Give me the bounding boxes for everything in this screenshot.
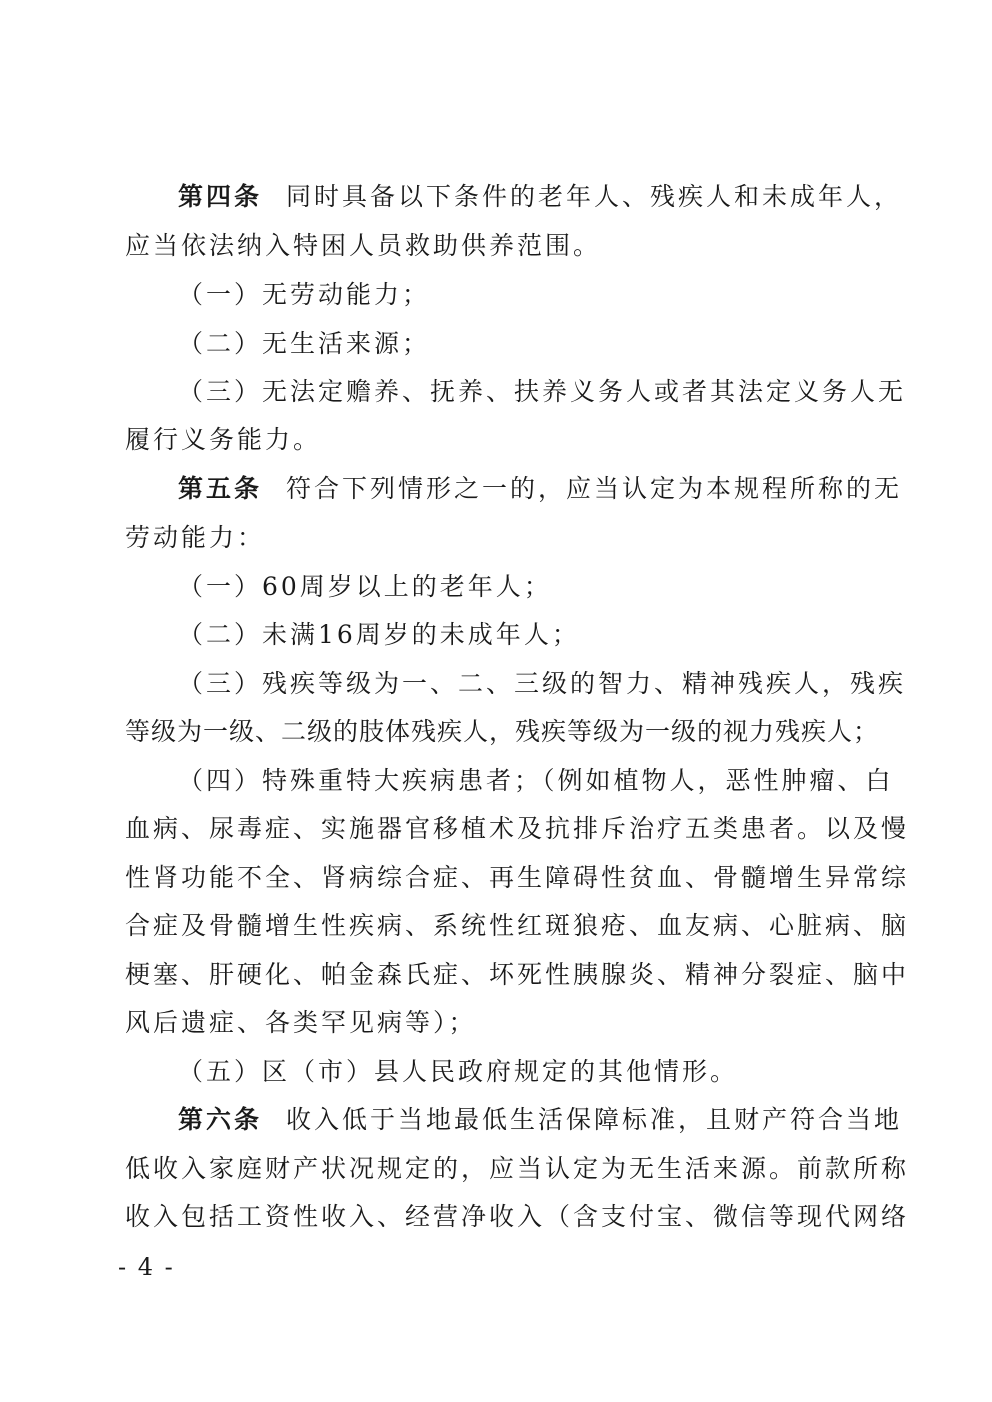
article-4-heading: 第四条 [178,182,263,211]
article-4-text-1: 同时具备以下条件的老年人、残疾人和未成年人， [286,182,903,211]
article-5-line-1 [178,472,903,506]
article-6-text-1: 收入低于当地最低生活保障标准，且财产符合当地 [286,1105,903,1134]
article-5-item-2: （二）未满16周岁的未成年人； [178,620,580,649]
article-5-item-4-line-3: 性肾功能不全、肾病综合症、再生障碍性贫血、骨髓增生异常综 [125,863,910,892]
article-5-item-3-line-2: 等级为一级、二级的肢体残疾人，残疾等级为一级的视力残疾人； [125,717,880,746]
article-4-item-1: （一）无劳动能力； [178,280,431,309]
article-6-line-2: 低收入家庭财产状况规定的，应当认定为无生活来源。前款所称 [125,1154,910,1183]
article-5-item-5: （五）区（市）县人民政府规定的其他情形。 [178,1057,739,1086]
article-5-item-3-line-1: （三）残疾等级为一、二、三级的智力、精神残疾人，残疾 [178,669,907,698]
article-4-item-2: （二）无生活来源； [178,329,431,358]
article-6-line-1 [178,1103,903,1137]
article-6-line-3: 收入包括工资性收入、经营净收入（含支付宝、微信等现代网络 [125,1202,910,1231]
article-5-heading: 第五条 [178,474,263,503]
article-5-item-4-line-1: （四）特殊重特大疾病患者；（例如植物人，恶性肿瘤、白 [178,766,894,795]
article-5-item-4-line-4: 合症及骨髓增生性疾病、系统性红斑狼疮、血友病、心脏病、脑 [125,911,910,940]
article-5-text-1: 符合下列情形之一的，应当认定为本规程所称的无 [286,474,903,503]
article-5-item-4-line-2: 血病、尿毒症、实施器官移植术及抗排斥治疗五类患者。以及慢 [125,814,910,843]
article-5-item-4-line-5: 梗塞、肝硬化、帕金森氏症、坏死性胰腺炎、精神分裂症、脑中 [125,960,910,989]
article-4-item-3-line-2: 履行义务能力。 [125,425,322,454]
article-5-line-2: 劳动能力： [125,523,266,552]
page-number: - 4 - [118,1253,175,1281]
article-4-line-1 [178,180,903,214]
article-4-item-3-line-1: （三）无法定赡养、抚养、扶养义务人或者其法定义务人无 [178,377,907,406]
article-5-item-4-line-6: 风后遗症、各类罕见病等）； [125,1008,477,1037]
article-4-line-2: 应当依法纳入特困人员救助供养范围。 [125,231,602,260]
article-5-item-1: （一）60周岁以上的老年人； [178,572,552,601]
article-6-heading: 第六条 [178,1105,263,1134]
